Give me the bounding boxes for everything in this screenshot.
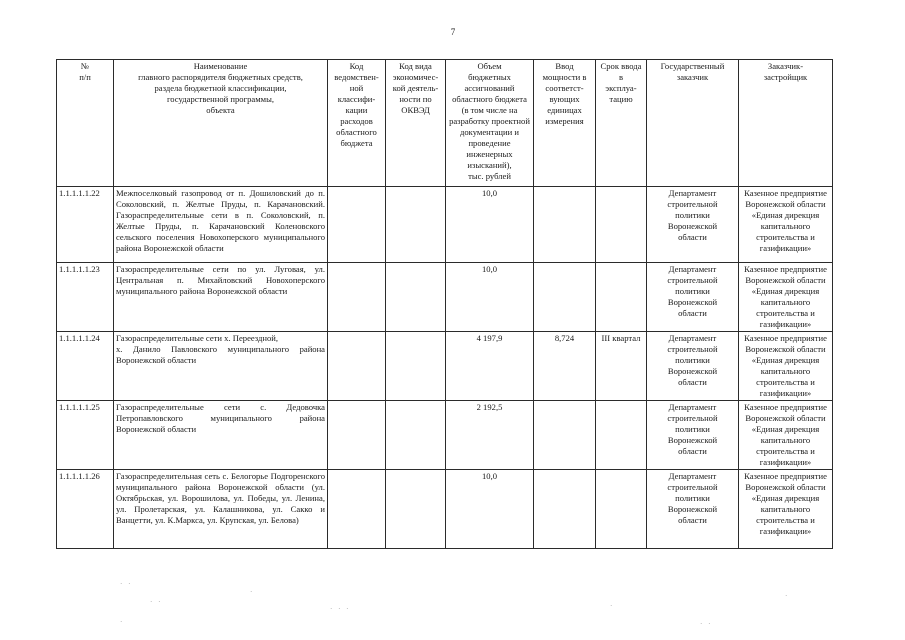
- cell-customer: Департамент строительной политики Воронежской области: [647, 263, 739, 332]
- cell-customer: Департамент строительной политики Воронежской области: [647, 470, 739, 549]
- cell-capacity: 8,724: [534, 332, 596, 401]
- cell-number: 1.1.1.1.1.26: [57, 470, 114, 549]
- cell-dept-code: [328, 263, 386, 332]
- header-volume: Объем бюджетных ассигнований областного бюджета (в том числе на разработку проектной документации и проведение инженерных изысканий), тыс. рублей: [446, 60, 534, 187]
- cell-number: 1.1.1.1.1.23: [57, 263, 114, 332]
- header-capacity: Ввод мощности в соответст- вующих единицах измерения: [534, 60, 596, 187]
- cell-number: 1.1.1.1.1.22: [57, 187, 114, 263]
- cell-okved: [386, 263, 446, 332]
- scan-speck: ·: [610, 602, 615, 610]
- cell-volume: 10,0: [446, 187, 534, 263]
- cell-okved: [386, 401, 446, 470]
- cell-okved: [386, 332, 446, 401]
- cell-dept-code: [328, 332, 386, 401]
- page-number: 7: [450, 27, 456, 37]
- header-name: Наименование главного распорядителя бюджетных средств, раздела бюджетной классификации, государственной программы, объекта: [114, 60, 328, 187]
- header-dept-code: Код ведомствен- ной классифи- кации расходов областного бюджета: [328, 60, 386, 187]
- cell-name: Межпоселковый газопровод от п. Дошиловский до п. Соколовский, п. Желтые Пруды, п. Карачановский. Газораспределительные сети в п. Соколовский, п. Желтые Пруды, п. Карачановский Коленовского сельского поселения Новохоперского муниципального района Воронежской области: [114, 187, 328, 263]
- table-row: [57, 401, 833, 470]
- table-header-row: [57, 60, 833, 187]
- cell-term: [596, 187, 647, 263]
- cell-name: Газораспределительная сеть с. Белогорье Подгоренского муниципального района Воронежской области (ул. Октябрьская, ул. Ворошилова, ул. Победы, ул. Ленина, ул. Пролетарская, ул. Калашникова, ул. Сакко и Ванцетти, ул. К.Маркса, ул. Крупская, ул. Белова): [114, 470, 328, 549]
- table-row: [57, 263, 833, 332]
- projects-table: [56, 59, 833, 549]
- header-number: № п/п: [57, 60, 114, 187]
- scan-speck: · ·: [150, 598, 163, 606]
- cell-capacity: [534, 263, 596, 332]
- cell-term: [596, 470, 647, 549]
- cell-name: Газораспределительные сети по ул. Луговая, ул. Центральная п. Михайловский Новохоперского муниципального района Воронежской области: [114, 263, 328, 332]
- cell-volume: 2 192,5: [446, 401, 534, 470]
- scan-speck: · ·: [120, 580, 133, 588]
- table-row: [57, 332, 833, 401]
- cell-developer: Казенное предприятие Воронежской области «Единая дирекция капитального строительства и газификации»: [739, 401, 833, 470]
- scan-speck: · ·: [700, 620, 713, 628]
- cell-dept-code: [328, 401, 386, 470]
- scan-speck: ·: [120, 618, 125, 626]
- cell-number: 1.1.1.1.1.25: [57, 401, 114, 470]
- header-developer: Заказчик- застройщик: [739, 60, 833, 187]
- cell-volume: 10,0: [446, 470, 534, 549]
- header-term: Срок ввода в эксплуа- тацию: [596, 60, 647, 187]
- cell-name: Газораспределительные сети х. Переездной, х. Данило Павловского муниципального района Воронежской области: [114, 332, 328, 401]
- cell-developer: Казенное предприятие Воронежской области «Единая дирекция капитального строительства и газификации»: [739, 332, 833, 401]
- cell-number: 1.1.1.1.1.24: [57, 332, 114, 401]
- cell-developer: Казенное предприятие Воронежской области «Единая дирекция капитального строительства и газификации»: [739, 187, 833, 263]
- cell-customer: Департамент строительной политики Воронежской области: [647, 332, 739, 401]
- cell-dept-code: [328, 187, 386, 263]
- cell-capacity: [534, 401, 596, 470]
- cell-okved: [386, 187, 446, 263]
- cell-volume: 10,0: [446, 263, 534, 332]
- cell-name: Газораспределительные сети с. Дедовочка Петропавловского муниципального района Воронежской области: [114, 401, 328, 470]
- table-row: [57, 187, 833, 263]
- cell-volume: 4 197,9: [446, 332, 534, 401]
- scan-speck: ·: [250, 588, 255, 596]
- cell-capacity: [534, 470, 596, 549]
- header-customer: Государственный заказчик: [647, 60, 739, 187]
- cell-term: III квартал: [596, 332, 647, 401]
- cell-term: [596, 263, 647, 332]
- cell-customer: Департамент строительной политики Воронежской области: [647, 401, 739, 470]
- cell-developer: Казенное предприятие Воронежской области «Единая дирекция капитального строительства и газификации»: [739, 263, 833, 332]
- cell-okved: [386, 470, 446, 549]
- scan-speck: · · ·: [330, 605, 351, 613]
- header-okved: Код вида экономичес- кой деятель- ности по ОКВЭД: [386, 60, 446, 187]
- cell-developer: Казенное предприятие Воронежской области «Единая дирекция капитального строительства и газификации»: [739, 470, 833, 549]
- cell-dept-code: [328, 470, 386, 549]
- cell-capacity: [534, 187, 596, 263]
- table-row: [57, 470, 833, 549]
- cell-term: [596, 401, 647, 470]
- cell-customer: Департамент строительной политики Воронежской области: [647, 187, 739, 263]
- scan-speck: ·: [785, 592, 790, 600]
